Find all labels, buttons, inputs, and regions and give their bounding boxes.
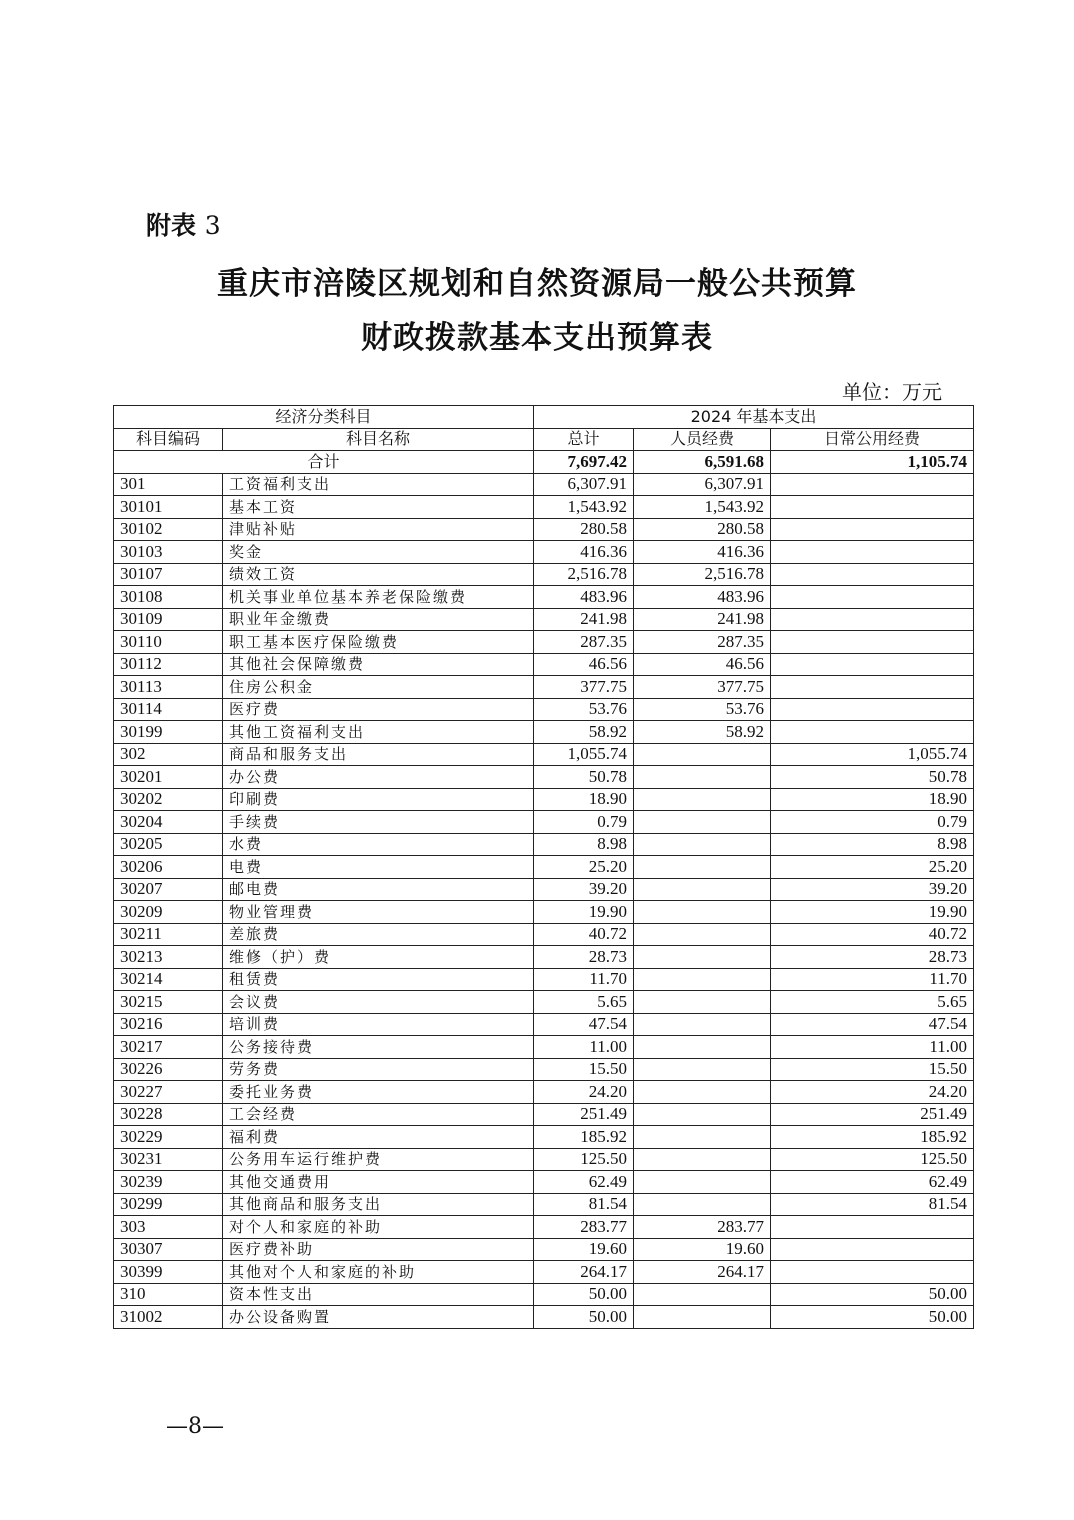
- row-public-cell: 5.65: [771, 991, 974, 1014]
- group-header-basic-expenditure: 2024 年基本支出: [534, 406, 974, 429]
- row-name-cell: 其他社会保障缴费: [223, 653, 534, 676]
- row-public-cell: 1,055.74: [771, 743, 974, 766]
- row-code-cell: 30206: [114, 856, 223, 879]
- row-code-cell: 30199: [114, 721, 223, 744]
- row-name-cell: 办公费: [223, 766, 534, 789]
- table-row: [114, 878, 974, 901]
- row-public-cell: [771, 1216, 974, 1239]
- row-name-cell: 公务用车运行维护费: [223, 1148, 534, 1171]
- table-row: [114, 1216, 974, 1239]
- row-total-cell: 39.20: [534, 878, 634, 901]
- table-row: [114, 541, 974, 564]
- row-personnel-cell: 1,543.92: [634, 496, 771, 519]
- row-total-cell: 15.50: [534, 1058, 634, 1081]
- attachment-number: 3: [204, 211, 221, 240]
- row-personnel-cell: [634, 946, 771, 969]
- row-personnel-cell: [634, 968, 771, 991]
- row-public-cell: 11.70: [771, 968, 974, 991]
- row-public-cell: [771, 608, 974, 631]
- row-name-cell: 公务接待费: [223, 1036, 534, 1059]
- row-code-cell: 310: [114, 1283, 223, 1306]
- row-personnel-cell: 19.60: [634, 1238, 771, 1261]
- row-code-cell: 30213: [114, 946, 223, 969]
- row-personnel-cell: [634, 923, 771, 946]
- table-row: [114, 473, 974, 496]
- table-row: [114, 1306, 974, 1329]
- row-public-cell: [771, 653, 974, 676]
- unit-label: 单位：万元: [842, 380, 942, 404]
- row-name-cell: 资本性支出: [223, 1283, 534, 1306]
- table-row: [114, 901, 974, 924]
- column-header-personnel: 人员经费: [634, 428, 771, 451]
- row-personnel-cell: 264.17: [634, 1261, 771, 1284]
- row-personnel-cell: 53.76: [634, 698, 771, 721]
- row-public-cell: [771, 698, 974, 721]
- table-row: [114, 788, 974, 811]
- row-name-cell: 印刷费: [223, 788, 534, 811]
- page-title-line-1: 重庆市涪陵区规划和自然资源局一般公共预算: [217, 266, 857, 302]
- row-personnel-cell: 2,516.78: [634, 563, 771, 586]
- row-public-cell: 50.78: [771, 766, 974, 789]
- row-total-cell: 46.56: [534, 653, 634, 676]
- row-name-cell: 奖金: [223, 541, 534, 564]
- total-row-personnel: 6,591.68: [634, 451, 771, 474]
- row-personnel-cell: [634, 788, 771, 811]
- row-public-cell: 25.20: [771, 856, 974, 879]
- row-public-cell: 47.54: [771, 1013, 974, 1036]
- total-row-public: 1,105.74: [771, 451, 974, 474]
- table-row: [114, 518, 974, 541]
- row-public-cell: 50.00: [771, 1283, 974, 1306]
- page-title-line-2: 财政拨款基本支出预算表: [361, 320, 713, 356]
- row-total-cell: 185.92: [534, 1126, 634, 1149]
- row-personnel-cell: 241.98: [634, 608, 771, 631]
- row-total-cell: 6,307.91: [534, 473, 634, 496]
- row-code-cell: 30113: [114, 676, 223, 699]
- row-personnel-cell: [634, 1081, 771, 1104]
- row-total-cell: 28.73: [534, 946, 634, 969]
- row-public-cell: 50.00: [771, 1306, 974, 1329]
- row-public-cell: 18.90: [771, 788, 974, 811]
- table-row: [114, 946, 974, 969]
- row-code-cell: 30108: [114, 586, 223, 609]
- row-code-cell: 30239: [114, 1171, 223, 1194]
- table-row: [114, 856, 974, 879]
- budget-table: [113, 405, 974, 1329]
- column-header-public: 日常公用经费: [771, 428, 974, 451]
- row-name-cell: 租赁费: [223, 968, 534, 991]
- row-total-cell: 24.20: [534, 1081, 634, 1104]
- row-personnel-cell: [634, 901, 771, 924]
- row-personnel-cell: [634, 743, 771, 766]
- row-personnel-cell: [634, 811, 771, 834]
- row-total-cell: 47.54: [534, 1013, 634, 1036]
- row-name-cell: 基本工资: [223, 496, 534, 519]
- row-personnel-cell: [634, 1036, 771, 1059]
- row-code-cell: 30307: [114, 1238, 223, 1261]
- row-personnel-cell: [634, 1306, 771, 1329]
- row-code-cell: 30204: [114, 811, 223, 834]
- row-code-cell: 30202: [114, 788, 223, 811]
- row-public-cell: [771, 563, 974, 586]
- column-header-name: 科目名称: [223, 428, 534, 451]
- row-name-cell: 住房公积金: [223, 676, 534, 699]
- row-personnel-cell: 287.35: [634, 631, 771, 654]
- table-row: [114, 743, 974, 766]
- row-total-cell: 8.98: [534, 833, 634, 856]
- row-total-cell: 2,516.78: [534, 563, 634, 586]
- row-personnel-cell: [634, 1171, 771, 1194]
- row-total-cell: 81.54: [534, 1193, 634, 1216]
- row-name-cell: 劳务费: [223, 1058, 534, 1081]
- table-row: [114, 1126, 974, 1149]
- row-name-cell: 物业管理费: [223, 901, 534, 924]
- row-code-cell: 30226: [114, 1058, 223, 1081]
- table-row: [114, 721, 974, 744]
- row-total-cell: 251.49: [534, 1103, 634, 1126]
- row-total-cell: 483.96: [534, 586, 634, 609]
- row-name-cell: 机关事业单位基本养老保险缴费: [223, 586, 534, 609]
- attachment-label: [146, 206, 221, 242]
- table-row: [114, 991, 974, 1014]
- row-public-cell: [771, 586, 974, 609]
- row-personnel-cell: 377.75: [634, 676, 771, 699]
- table-column-header-row: [114, 428, 974, 451]
- row-code-cell: 30101: [114, 496, 223, 519]
- table-row: [114, 1148, 974, 1171]
- row-code-cell: 30102: [114, 518, 223, 541]
- row-code-cell: 30211: [114, 923, 223, 946]
- row-total-cell: 50.78: [534, 766, 634, 789]
- row-name-cell: 福利费: [223, 1126, 534, 1149]
- table-row: [114, 1193, 974, 1216]
- table-group-header-row: [114, 406, 974, 429]
- table-row: [114, 968, 974, 991]
- row-public-cell: 62.49: [771, 1171, 974, 1194]
- row-name-cell: 办公设备购置: [223, 1306, 534, 1329]
- row-public-cell: [771, 721, 974, 744]
- row-code-cell: 30399: [114, 1261, 223, 1284]
- row-public-cell: [771, 1238, 974, 1261]
- row-code-cell: 301: [114, 473, 223, 496]
- table-row: [114, 1283, 974, 1306]
- row-name-cell: 工资福利支出: [223, 473, 534, 496]
- table-row: [114, 608, 974, 631]
- row-name-cell: 会议费: [223, 991, 534, 1014]
- row-code-cell: 30231: [114, 1148, 223, 1171]
- row-personnel-cell: [634, 1193, 771, 1216]
- table-row: [114, 563, 974, 586]
- row-public-cell: 0.79: [771, 811, 974, 834]
- row-public-cell: [771, 676, 974, 699]
- row-public-cell: 28.73: [771, 946, 974, 969]
- table-row: [114, 1261, 974, 1284]
- row-name-cell: 水费: [223, 833, 534, 856]
- row-code-cell: 30299: [114, 1193, 223, 1216]
- table-body: [114, 451, 974, 1329]
- row-name-cell: 邮电费: [223, 878, 534, 901]
- row-name-cell: 工会经费: [223, 1103, 534, 1126]
- attachment-text: 附表: [146, 211, 197, 240]
- table-row: [114, 586, 974, 609]
- row-code-cell: 30215: [114, 991, 223, 1014]
- row-total-cell: 287.35: [534, 631, 634, 654]
- table-row: [114, 1081, 974, 1104]
- row-total-cell: 5.65: [534, 991, 634, 1014]
- row-total-cell: 40.72: [534, 923, 634, 946]
- table-row: [114, 631, 974, 654]
- row-total-cell: 0.79: [534, 811, 634, 834]
- table-row: [114, 1013, 974, 1036]
- table-row: [114, 1171, 974, 1194]
- row-public-cell: 81.54: [771, 1193, 974, 1216]
- table-row: [114, 811, 974, 834]
- row-personnel-cell: [634, 1103, 771, 1126]
- row-total-cell: 241.98: [534, 608, 634, 631]
- row-total-cell: 377.75: [534, 676, 634, 699]
- row-total-cell: 58.92: [534, 721, 634, 744]
- row-personnel-cell: 46.56: [634, 653, 771, 676]
- row-total-cell: 18.90: [534, 788, 634, 811]
- row-name-cell: 津贴补贴: [223, 518, 534, 541]
- row-public-cell: 19.90: [771, 901, 974, 924]
- row-public-cell: [771, 1261, 974, 1284]
- row-personnel-cell: [634, 1126, 771, 1149]
- row-code-cell: 30209: [114, 901, 223, 924]
- row-public-cell: 39.20: [771, 878, 974, 901]
- table-row: [114, 923, 974, 946]
- row-code-cell: 30229: [114, 1126, 223, 1149]
- row-total-cell: 125.50: [534, 1148, 634, 1171]
- row-name-cell: 其他工资福利支出: [223, 721, 534, 744]
- row-name-cell: 对个人和家庭的补助: [223, 1216, 534, 1239]
- row-public-cell: 8.98: [771, 833, 974, 856]
- row-total-cell: 19.60: [534, 1238, 634, 1261]
- row-total-cell: 53.76: [534, 698, 634, 721]
- row-public-cell: 251.49: [771, 1103, 974, 1126]
- row-name-cell: 电费: [223, 856, 534, 879]
- row-code-cell: 31002: [114, 1306, 223, 1329]
- total-row-total: 7,697.42: [534, 451, 634, 474]
- table-row: [114, 676, 974, 699]
- row-public-cell: 15.50: [771, 1058, 974, 1081]
- table-row: [114, 833, 974, 856]
- row-name-cell: 手续费: [223, 811, 534, 834]
- row-personnel-cell: [634, 833, 771, 856]
- row-code-cell: 30216: [114, 1013, 223, 1036]
- row-personnel-cell: 416.36: [634, 541, 771, 564]
- row-personnel-cell: [634, 1058, 771, 1081]
- table-row: [114, 1036, 974, 1059]
- row-code-cell: 30205: [114, 833, 223, 856]
- row-code-cell: 30214: [114, 968, 223, 991]
- row-name-cell: 其他商品和服务支出: [223, 1193, 534, 1216]
- table-row: [114, 1103, 974, 1126]
- row-personnel-cell: [634, 856, 771, 879]
- row-personnel-cell: [634, 878, 771, 901]
- row-code-cell: 30201: [114, 766, 223, 789]
- row-total-cell: 19.90: [534, 901, 634, 924]
- total-row: [114, 451, 974, 474]
- row-code-cell: 303: [114, 1216, 223, 1239]
- row-name-cell: 差旅费: [223, 923, 534, 946]
- row-personnel-cell: [634, 991, 771, 1014]
- row-public-cell: [771, 518, 974, 541]
- row-code-cell: 30107: [114, 563, 223, 586]
- row-total-cell: 416.36: [534, 541, 634, 564]
- group-header-economic-class: 经济分类科目: [114, 406, 534, 429]
- row-code-cell: 30103: [114, 541, 223, 564]
- row-name-cell: 培训费: [223, 1013, 534, 1036]
- row-code-cell: 30217: [114, 1036, 223, 1059]
- row-name-cell: 医疗费: [223, 698, 534, 721]
- row-total-cell: 62.49: [534, 1171, 634, 1194]
- row-code-cell: 302: [114, 743, 223, 766]
- row-total-cell: 1,055.74: [534, 743, 634, 766]
- row-name-cell: 其他交通费用: [223, 1171, 534, 1194]
- row-code-cell: 30110: [114, 631, 223, 654]
- row-personnel-cell: 280.58: [634, 518, 771, 541]
- row-personnel-cell: [634, 766, 771, 789]
- row-name-cell: 绩效工资: [223, 563, 534, 586]
- page-number: —8—: [166, 1414, 224, 1439]
- total-row-label: 合计: [114, 451, 534, 474]
- row-name-cell: 其他对个人和家庭的补助: [223, 1261, 534, 1284]
- row-total-cell: 11.70: [534, 968, 634, 991]
- table-row: [114, 698, 974, 721]
- row-code-cell: 30227: [114, 1081, 223, 1104]
- row-public-cell: 125.50: [771, 1148, 974, 1171]
- row-total-cell: 50.00: [534, 1306, 634, 1329]
- row-total-cell: 25.20: [534, 856, 634, 879]
- row-personnel-cell: [634, 1013, 771, 1036]
- row-total-cell: 264.17: [534, 1261, 634, 1284]
- row-name-cell: 职业年金缴费: [223, 608, 534, 631]
- row-code-cell: 30228: [114, 1103, 223, 1126]
- row-total-cell: 50.00: [534, 1283, 634, 1306]
- row-total-cell: 283.77: [534, 1216, 634, 1239]
- row-personnel-cell: [634, 1148, 771, 1171]
- column-header-total: 总计: [534, 428, 634, 451]
- row-name-cell: 委托业务费: [223, 1081, 534, 1104]
- row-public-cell: 11.00: [771, 1036, 974, 1059]
- table-row: [114, 653, 974, 676]
- table-row: [114, 496, 974, 519]
- row-public-cell: [771, 496, 974, 519]
- row-public-cell: 24.20: [771, 1081, 974, 1104]
- row-public-cell: [771, 631, 974, 654]
- row-public-cell: 185.92: [771, 1126, 974, 1149]
- row-name-cell: 医疗费补助: [223, 1238, 534, 1261]
- row-total-cell: 11.00: [534, 1036, 634, 1059]
- row-name-cell: 维修（护）费: [223, 946, 534, 969]
- table-row: [114, 1058, 974, 1081]
- table-row: [114, 1238, 974, 1261]
- row-personnel-cell: 58.92: [634, 721, 771, 744]
- row-public-cell: [771, 541, 974, 564]
- row-personnel-cell: 483.96: [634, 586, 771, 609]
- row-public-cell: [771, 473, 974, 496]
- row-personnel-cell: 6,307.91: [634, 473, 771, 496]
- table-row: [114, 766, 974, 789]
- row-public-cell: 40.72: [771, 923, 974, 946]
- row-name-cell: 商品和服务支出: [223, 743, 534, 766]
- row-code-cell: 30114: [114, 698, 223, 721]
- row-total-cell: 1,543.92: [534, 496, 634, 519]
- row-code-cell: 30109: [114, 608, 223, 631]
- column-header-code: 科目编码: [114, 428, 223, 451]
- row-code-cell: 30112: [114, 653, 223, 676]
- row-personnel-cell: [634, 1283, 771, 1306]
- row-name-cell: 职工基本医疗保险缴费: [223, 631, 534, 654]
- row-personnel-cell: 283.77: [634, 1216, 771, 1239]
- row-total-cell: 280.58: [534, 518, 634, 541]
- row-code-cell: 30207: [114, 878, 223, 901]
